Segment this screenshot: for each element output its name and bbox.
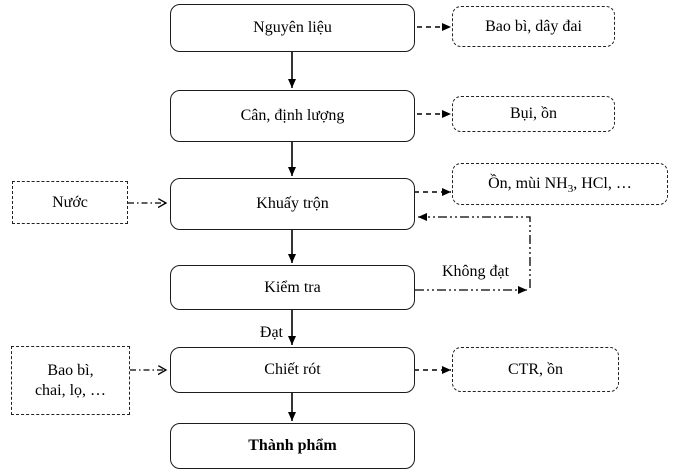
output-bao-bi-day-dai	[452, 6, 615, 47]
step-can-dinh-luong	[170, 90, 415, 142]
output-label: CTR, ồn	[507, 360, 564, 378]
input-label-line1: Bao bì,	[47, 362, 94, 380]
step-label: Khuấy trộn	[256, 195, 329, 213]
input-label-line2: chai, lọ, …	[34, 381, 107, 399]
output-on-mui-nh3-hcl	[452, 163, 668, 205]
step-khuay-tron	[170, 178, 415, 230]
step-label: Cân, định lượng	[240, 107, 345, 125]
edge-label-dat: Đạt	[259, 324, 283, 341]
output-label: Ồn, mùi $NH_3$, HCl, …	[488, 175, 632, 196]
step-chiet-rot	[170, 347, 415, 393]
input-bao-bi-chai-lo	[11, 346, 130, 415]
output-label: Bao bì, dây đai	[485, 17, 582, 35]
step-label: Nguyên liệu	[253, 19, 332, 37]
input-nuoc	[12, 181, 128, 224]
output-bui-on	[452, 96, 615, 132]
step-kiem-tra	[170, 265, 415, 310]
edge-label-khong-dat: Không đạt	[441, 263, 510, 280]
output-ctr-on	[452, 347, 619, 392]
step-label: Chiết rót	[264, 361, 321, 379]
step-thanh-pham	[170, 423, 415, 469]
step-label: Kiểm tra	[264, 278, 321, 296]
input-label: Nước	[52, 193, 88, 211]
output-label: Bụi, ồn	[509, 105, 558, 123]
step-nguyen-lieu	[170, 4, 415, 52]
step-label: Thành phẩm	[248, 437, 337, 455]
